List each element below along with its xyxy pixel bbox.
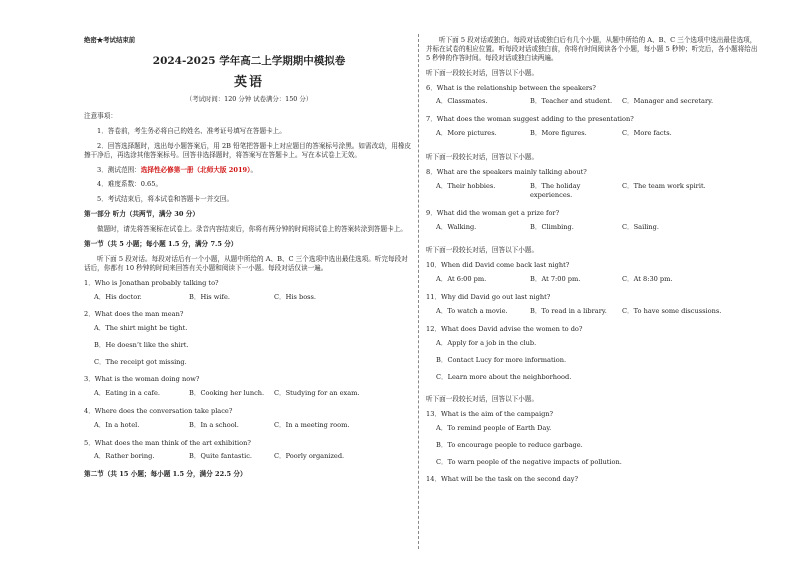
option-a: A．More pictures. <box>436 129 497 138</box>
option-c: C．To warn people of the negative impacts of pollution. <box>436 458 622 467</box>
question-2: 2．What does the man mean? <box>84 310 184 319</box>
question-9-options <box>436 223 758 232</box>
question-12: 12．What does David advise the women to do? <box>426 324 583 333</box>
option-a: A．In a hotel. <box>94 420 140 429</box>
section2-intro: 听下面 5 段对话或独白。每段对话或独白后有几个小题，从题中所给的 A、B、C 三个选项中选出最佳选项，并标在试卷的相应位置。听每段对话或独白前，你将有时间阅读各个小题，每小题 5 秒钟；听完后，各小题将给出 5 秒钟的作答时间。每段对话或独白读两遍。 <box>426 36 758 62</box>
question-1: 1．Who is Jonathan probably talking to? <box>84 278 219 287</box>
option-c: C．More facts. <box>622 129 672 138</box>
question-9: 9．What did the woman get a prize for? <box>426 208 560 217</box>
option-c: C．The team work spirit. <box>622 181 706 190</box>
option-a: A．Apply for a job in the club. <box>436 338 537 347</box>
option-a: A．Walking. <box>436 222 477 231</box>
note-5: 5．考试结束后，将本试卷和答题卡一并交回。 <box>97 195 234 204</box>
question-8: 8．What are the speakers mainly talking about? <box>426 168 587 177</box>
option-b: B．His wife. <box>189 292 230 301</box>
option-c: C．Manager and secretary. <box>622 97 714 106</box>
question-3: 3．What is the woman doing now? <box>84 375 200 384</box>
question-4-options <box>94 421 414 430</box>
question-7-options <box>436 129 758 138</box>
confidential-label: 绝密★考试结束前 <box>84 36 136 44</box>
note-2: 2．回答选择题时，选出每小题答案后，用 2B 铅笔把答题卡上对应题目的答案标号涂黑。如需改动，用橡皮擦干净后，再选涂其他答案标号。回答非选择题时，将答案写在答题卡上。写在本试卷上无效。 <box>84 141 412 159</box>
question-14: 14．What will be the task on the second day? <box>426 474 579 483</box>
question-5: 5．What does the man think of the art exhibition? <box>84 438 251 447</box>
note-3 <box>84 166 414 175</box>
exam-subject: 英语 <box>233 74 264 90</box>
option-a: A．Classmates. <box>436 97 488 106</box>
option-b: B．Contact Lucy for more information. <box>436 355 567 364</box>
option-b: B．He doesn’t like the shirt. <box>94 341 189 350</box>
option-a: A．Eating in a cafe. <box>94 388 160 397</box>
note-3-suffix: 。 <box>250 165 258 174</box>
left-column <box>84 36 414 485</box>
question-6: 6．What is the relationship between the speakers? <box>426 83 596 92</box>
question-13: 13．What is the aim of the campaign? <box>426 410 554 419</box>
option-a: A．His doctor. <box>94 292 142 301</box>
question-5-options <box>94 452 414 461</box>
option-c: C．Sailing. <box>622 222 659 231</box>
section1-intro: 听下面 5 段对话。每段对话后有一个小题，从题中所给的 A、B、C 三个选项中选出最佳选项。听完每段对话后，你都有 10 秒钟的时间来回答有关小题和阅读下一小题。每段对话仅读一遍。 <box>84 254 408 272</box>
question-3-options <box>94 389 414 398</box>
note-1: 1．答卷前，考生务必将自己的姓名、准考证号填写在答题卡上。 <box>97 126 286 135</box>
option-c: C．At 8:30 pm. <box>622 275 673 284</box>
option-b: B．In a school. <box>189 420 239 429</box>
option-b: B．More figures. <box>530 129 587 138</box>
listen-instruction: 听下面一段较长对话，回答以下小题。 <box>426 246 539 255</box>
option-b: B．Teacher and student. <box>530 97 613 106</box>
option-b: B．Quite fantastic. <box>189 452 252 461</box>
option-b: B．Climbing. <box>530 222 574 231</box>
column-divider <box>418 34 419 549</box>
question-4: 4．Where does the conversation take place? <box>84 406 233 415</box>
right-column <box>426 36 758 489</box>
option-a: A．The shirt might be tight. <box>94 324 188 333</box>
option-a: A．Their hobbies. <box>436 181 496 190</box>
option-b: B．To encourage people to reduce garbage. <box>436 441 583 450</box>
listen-instruction: 听下面一段较长对话，回答以下小题。 <box>426 153 539 162</box>
exam-title: 2024-2025 学年高二上学期期中模拟卷 <box>152 54 346 67</box>
option-b: B．At 7:00 pm. <box>530 275 581 284</box>
option-c: C．His boss. <box>274 292 317 301</box>
question-1-options <box>94 293 414 302</box>
option-c: C．To have some discussions. <box>622 307 722 316</box>
part1-intro: 做题时，请先将答案标在试卷上。录音内容结束后，你将有两分钟的时间将试卷上的答案转涂到答题卡上。 <box>97 225 407 234</box>
notes-heading: 注意事项： <box>84 112 117 120</box>
option-b: B．Cooking her lunch. <box>189 388 265 397</box>
section2-heading: 第二节（共 15 小题；每小题 1.5 分，满分 22.5 分） <box>84 470 247 479</box>
question-8-options <box>436 182 758 200</box>
exam-time-info: （考试时间：120 分钟 试卷满分：150 分） <box>185 95 313 104</box>
option-a: A．Rather boring. <box>94 452 155 461</box>
question-7: 7．What does the woman suggest adding to the presentation? <box>426 115 634 124</box>
listen-instruction: 听下面一段较长对话，回答以下小题。 <box>426 68 539 77</box>
option-c: C．The receipt got missing. <box>94 358 187 367</box>
option-a: A．At 6:00 pm. <box>436 275 487 284</box>
option-a: A．To watch a movie. <box>436 307 508 316</box>
question-11-options <box>436 307 758 316</box>
test-scope: 选择性必修第一册（北师大版 2019） <box>140 165 251 174</box>
option-b: B．To read in a library. <box>530 307 607 316</box>
section1-heading: 第一节（共 5 小题；每小题 1.5 分，满分 7.5 分） <box>84 240 238 249</box>
listen-instruction: 听下面一段较长对话，回答以下小题。 <box>426 395 539 404</box>
question-10: 10．When did David come back last night? <box>426 261 570 270</box>
note-3-prefix: 3．测试范围： <box>97 165 141 174</box>
note-4: 4．难度系数：0.65。 <box>97 180 163 189</box>
question-6-options <box>436 97 758 106</box>
option-c: C．In a meeting room. <box>274 420 350 429</box>
option-c: C．Learn more about the neighborhood. <box>436 372 572 381</box>
option-b: B．The holiday experiences. <box>530 181 581 199</box>
question-11: 11．Why did David go out last night? <box>426 293 551 302</box>
option-a: A．To remind people of Earth Day. <box>436 424 552 433</box>
question-10-options <box>436 275 758 284</box>
option-c: C．Poorly organized. <box>274 452 345 461</box>
option-c: C．Studying for an exam. <box>274 388 360 397</box>
part1-heading: 第一部分 听力（共两节，满分 30 分） <box>84 210 199 219</box>
